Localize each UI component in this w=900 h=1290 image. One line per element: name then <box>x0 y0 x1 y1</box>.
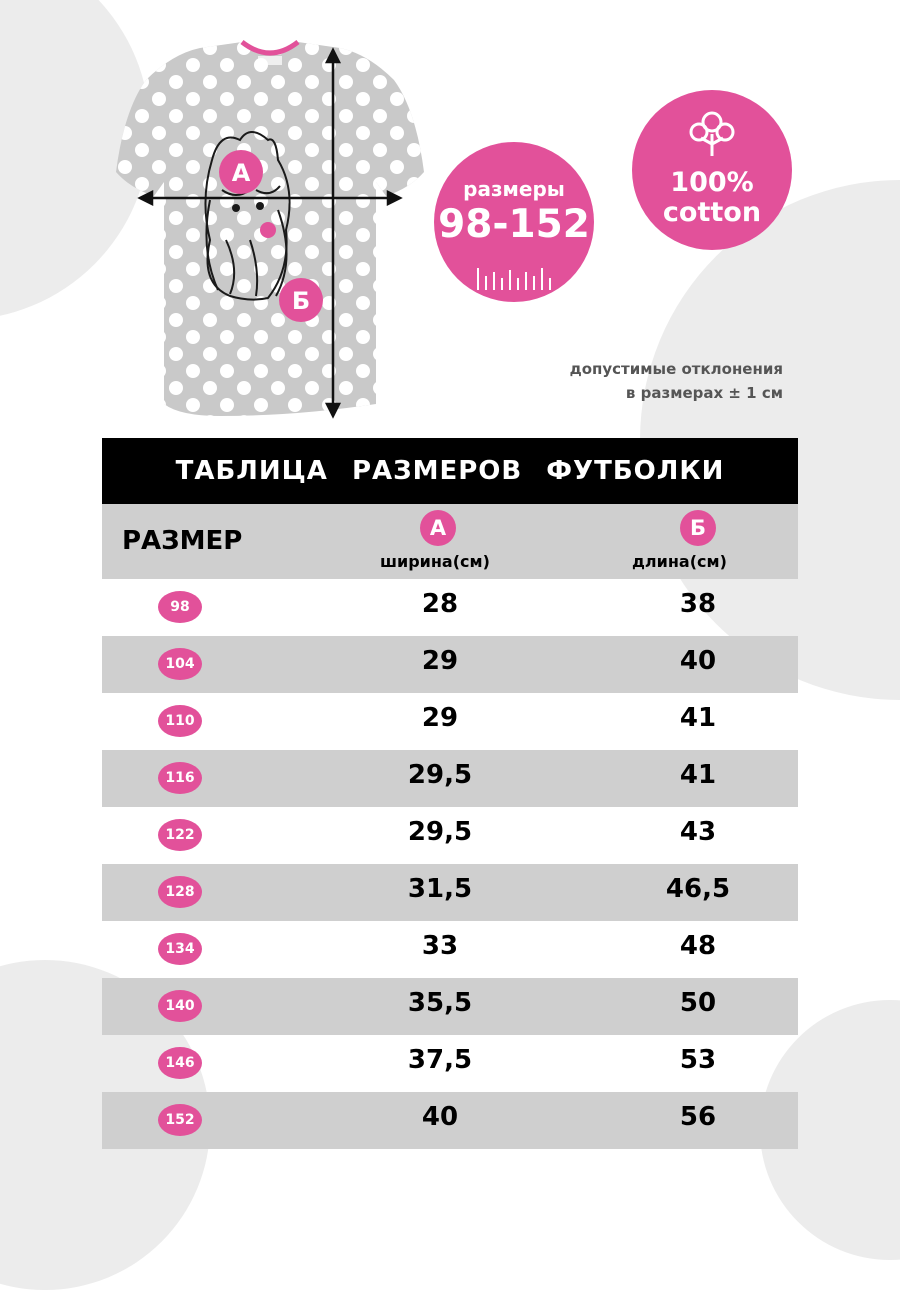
width-value: 31,5 <box>407 874 473 904</box>
header-size: РАЗМЕР <box>122 526 243 556</box>
tshirt-illustration <box>100 40 440 425</box>
table-row <box>102 1092 798 1149</box>
table-header <box>102 504 798 579</box>
sizes-badge-range: 98-152 <box>438 202 590 247</box>
tolerance-note <box>570 357 783 405</box>
marker-b: Б <box>291 287 311 315</box>
cotton-flower-icon <box>687 108 737 158</box>
length-value: 50 <box>679 988 717 1018</box>
width-value: 40 <box>421 1102 459 1132</box>
width-value: 29 <box>421 703 459 733</box>
table-row <box>102 750 798 807</box>
table-row <box>102 921 798 978</box>
header-a-label: ширина(см) <box>380 552 490 571</box>
table-title: ТАБЛИЦА РАЗМЕРОВ ФУТБОЛКИ <box>102 438 798 504</box>
size-pill: 140 <box>158 990 202 1022</box>
table-row <box>102 579 798 636</box>
sizes-range-badge <box>434 142 594 302</box>
width-value: 29,5 <box>407 817 473 847</box>
marker-a: А <box>231 159 251 187</box>
length-value: 41 <box>679 703 717 733</box>
length-value: 48 <box>679 931 717 961</box>
size-pill: 104 <box>158 648 202 680</box>
length-value: 38 <box>679 589 717 619</box>
size-pill: 116 <box>158 762 202 794</box>
table-row <box>102 1035 798 1092</box>
tolerance-line-2: в размерах ± 1 см <box>625 384 783 402</box>
cotton-badge <box>632 90 792 250</box>
size-table <box>102 438 798 1149</box>
length-value: 46,5 <box>665 874 731 904</box>
table-row <box>102 636 798 693</box>
header-b-label: длина(см) <box>632 552 727 571</box>
length-value: 53 <box>679 1045 717 1075</box>
ruler-ticks-icon <box>474 264 554 292</box>
width-value: 35,5 <box>407 988 473 1018</box>
tolerance-line-1: допустимые отклонения <box>569 360 783 378</box>
size-pill: 152 <box>158 1104 202 1136</box>
length-value: 43 <box>679 817 717 847</box>
length-value: 41 <box>679 760 717 790</box>
width-value: 37,5 <box>407 1045 473 1075</box>
header-b-marker: Б <box>680 510 716 546</box>
table-row <box>102 807 798 864</box>
cotton-percent: 100% <box>670 167 754 198</box>
width-value: 29 <box>421 646 459 676</box>
size-pill: 110 <box>158 705 202 737</box>
table-row <box>102 978 798 1035</box>
width-value: 28 <box>421 589 459 619</box>
table-body <box>102 579 798 1149</box>
cotton-label: cotton <box>662 197 762 228</box>
table-row <box>102 693 798 750</box>
length-value: 40 <box>679 646 717 676</box>
size-pill: 146 <box>158 1047 202 1079</box>
length-value: 56 <box>679 1102 717 1132</box>
size-pill: 128 <box>158 876 202 908</box>
width-value: 33 <box>421 931 459 961</box>
shirt-label-tag <box>258 56 282 65</box>
sizes-badge-label: размеры <box>463 177 565 201</box>
table-row <box>102 864 798 921</box>
size-pill: 122 <box>158 819 202 851</box>
size-pill: 134 <box>158 933 202 965</box>
header-a-marker: А <box>420 510 456 546</box>
size-pill: 98 <box>158 591 202 623</box>
width-value: 29,5 <box>407 760 473 790</box>
